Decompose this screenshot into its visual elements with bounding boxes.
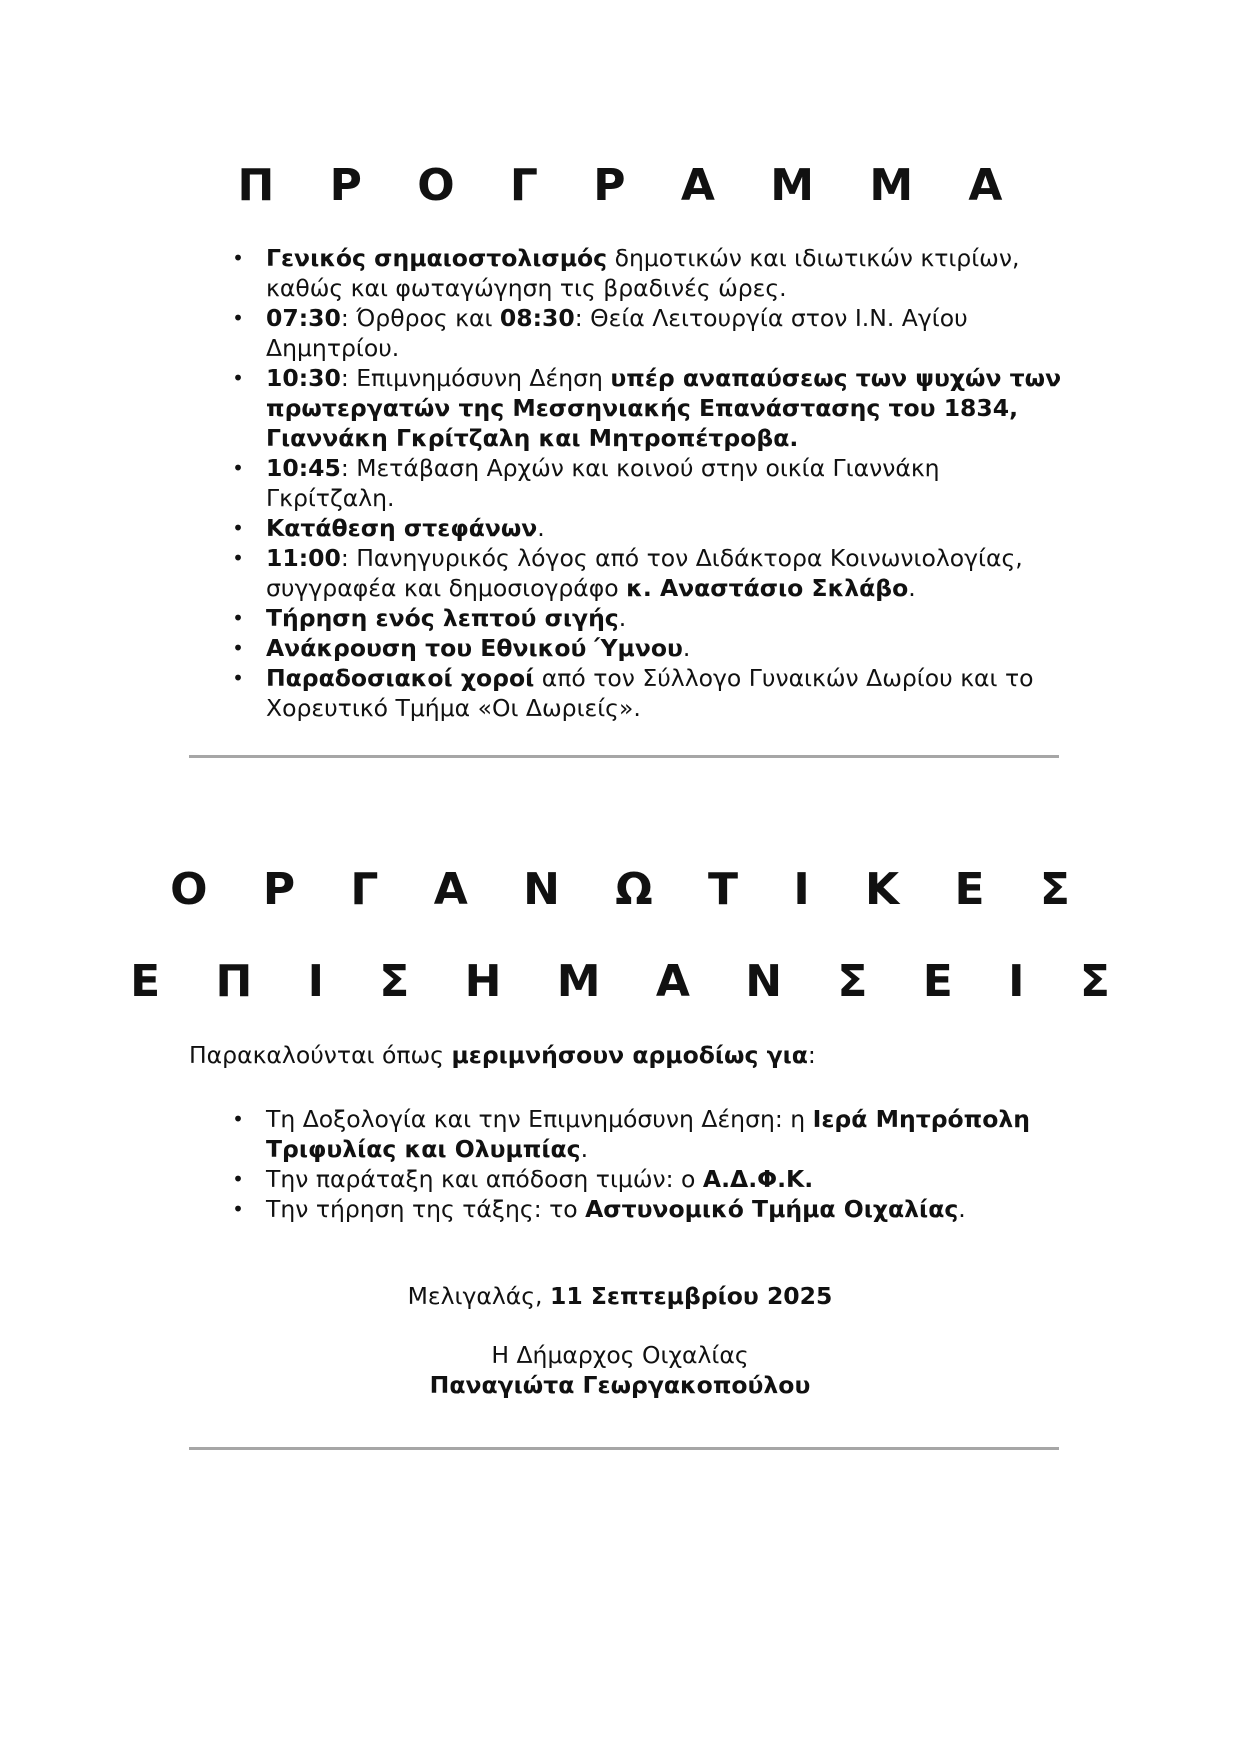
bullet-icon: •: [232, 1167, 244, 1191]
place-date-line: [0, 1281, 1240, 1311]
text-run: Την τήρηση της τάξης: το: [266, 1195, 586, 1223]
list-item: [228, 1194, 1068, 1224]
list-item: [228, 303, 1068, 363]
text-run: .: [908, 574, 916, 602]
signatory-title: Η Δήμαρχος Οιχαλίας: [491, 1341, 749, 1369]
bullet-icon: •: [232, 546, 244, 570]
list-item: [228, 243, 1068, 303]
list-item: [228, 363, 1068, 453]
text-run: : Επιμνημόσυνη Δέηση: [340, 364, 611, 392]
divider-rule: [189, 755, 1059, 758]
list-item: [228, 1104, 1068, 1164]
bold-text: Αστυνομικό Τμήμα Οιχαλίας: [585, 1195, 959, 1223]
text-run: Παρακαλούνται όπως: [189, 1041, 452, 1069]
text-run: : Θεία Λειτουργία στον Ι.Ν. Αγίου Δημητρίου.: [266, 304, 968, 362]
text-run: : Πανηγυρικός λόγος από τον Διδάκτορα Κοινωνιολογίας, συγγραφέα και δημοσιογράφο: [266, 544, 1023, 602]
bold-text: Γενικός σημαιοστολισμός: [266, 244, 608, 272]
program-heading: Π Ρ Ο Γ Ρ Α Μ Μ Α: [237, 160, 1023, 211]
bold-text: 10:30: [266, 364, 341, 392]
organization-heading-line-2: Ε Π Ι Σ Η Μ Α Ν Σ Ε Ι Σ: [130, 956, 1130, 1007]
bold-text: μεριμνήσουν αρμοδίως για: [451, 1041, 808, 1069]
bold-text: Α.Δ.Φ.Κ.: [702, 1165, 814, 1193]
bold-text: κ. Αναστάσιο Σκλάβο: [626, 574, 909, 602]
text-run: : Όρθρος και: [340, 304, 500, 332]
organization-heading-line-1: Ο Ρ Γ Α Ν Ω Τ Ι Κ Ε Σ: [170, 864, 1090, 915]
bullet-icon: •: [232, 666, 244, 690]
bold-text: Παραδοσιακοί χοροί: [266, 664, 535, 692]
bullet-icon: •: [232, 1197, 244, 1221]
list-item: [228, 543, 1068, 603]
bullet-icon: •: [232, 516, 244, 540]
text-run: Την παράταξη και απόδοση τιμών: ο: [266, 1165, 703, 1193]
text-run: :: [807, 1041, 816, 1069]
bold-text: Κατάθεση στεφάνων: [266, 514, 538, 542]
bold-text: Τήρηση ενός λεπτού σιγής: [266, 604, 619, 632]
bold-text: υπέρ αναπαύσεως των ψυχών των πρωτεργατών της Μεσσηνιακής Επανάστασης του 1834, Γιαννάκη Γκρίτζαλη και Μητροπέτροβα.: [266, 364, 1062, 452]
bullet-icon: •: [232, 246, 244, 270]
list-item: [228, 603, 1068, 633]
bullet-icon: •: [232, 306, 244, 330]
bullet-icon: •: [232, 606, 244, 630]
date-text: 11 Σεπτεμβρίου 2025: [549, 1282, 833, 1310]
list-item: [228, 663, 1068, 723]
bold-text: 07:30: [266, 304, 341, 332]
bullet-icon: •: [232, 456, 244, 480]
bold-text: Ανάκρουση του Εθνικού Ύμνου: [266, 634, 683, 662]
bold-text: 11:00: [266, 544, 341, 572]
bold-text: Ιερά Μητρόπολη Τριφυλίας και Ολυμπίας: [266, 1105, 1030, 1163]
program-list: [228, 243, 1068, 723]
text-run: .: [580, 1135, 589, 1163]
text-run: .: [682, 634, 691, 662]
divider-rule: [189, 1447, 1059, 1450]
bold-text: 08:30: [499, 304, 575, 332]
place-text: Μελιγαλάς,: [407, 1282, 550, 1310]
text-run: .: [537, 514, 545, 542]
list-item: [228, 633, 1068, 663]
text-run: : Μετάβαση Αρχών και κοινού στην οικία Γιαννάκη Γκρίτζαλη.: [266, 454, 940, 512]
organization-list: [228, 1104, 1068, 1224]
bullet-icon: •: [232, 366, 244, 390]
signatory-name: Παναγιώτα Γεωργακοπούλου: [429, 1371, 811, 1399]
list-item: [228, 1164, 1068, 1194]
text-run: Τη Δοξολογία και την Επιμνημόσυνη Δέηση: η: [266, 1105, 813, 1133]
bullet-icon: •: [232, 636, 244, 660]
list-item: [228, 513, 1068, 543]
text-run: δημοτικών και ιδιωτικών κτιρίων, καθώς και φωταγώγηση τις βραδινές ώρες.: [266, 244, 1020, 302]
text-run: .: [618, 604, 627, 632]
list-item: [228, 453, 1068, 513]
text-run: από τον Σύλλογο Γυναικών Δωρίου και το Χορευτικό Τμήμα «Οι Δωριείς».: [266, 664, 1034, 722]
bullet-icon: •: [232, 1107, 244, 1131]
organization-intro: [189, 1040, 816, 1070]
text-run: .: [958, 1195, 966, 1223]
bold-text: 10:45: [266, 454, 341, 482]
